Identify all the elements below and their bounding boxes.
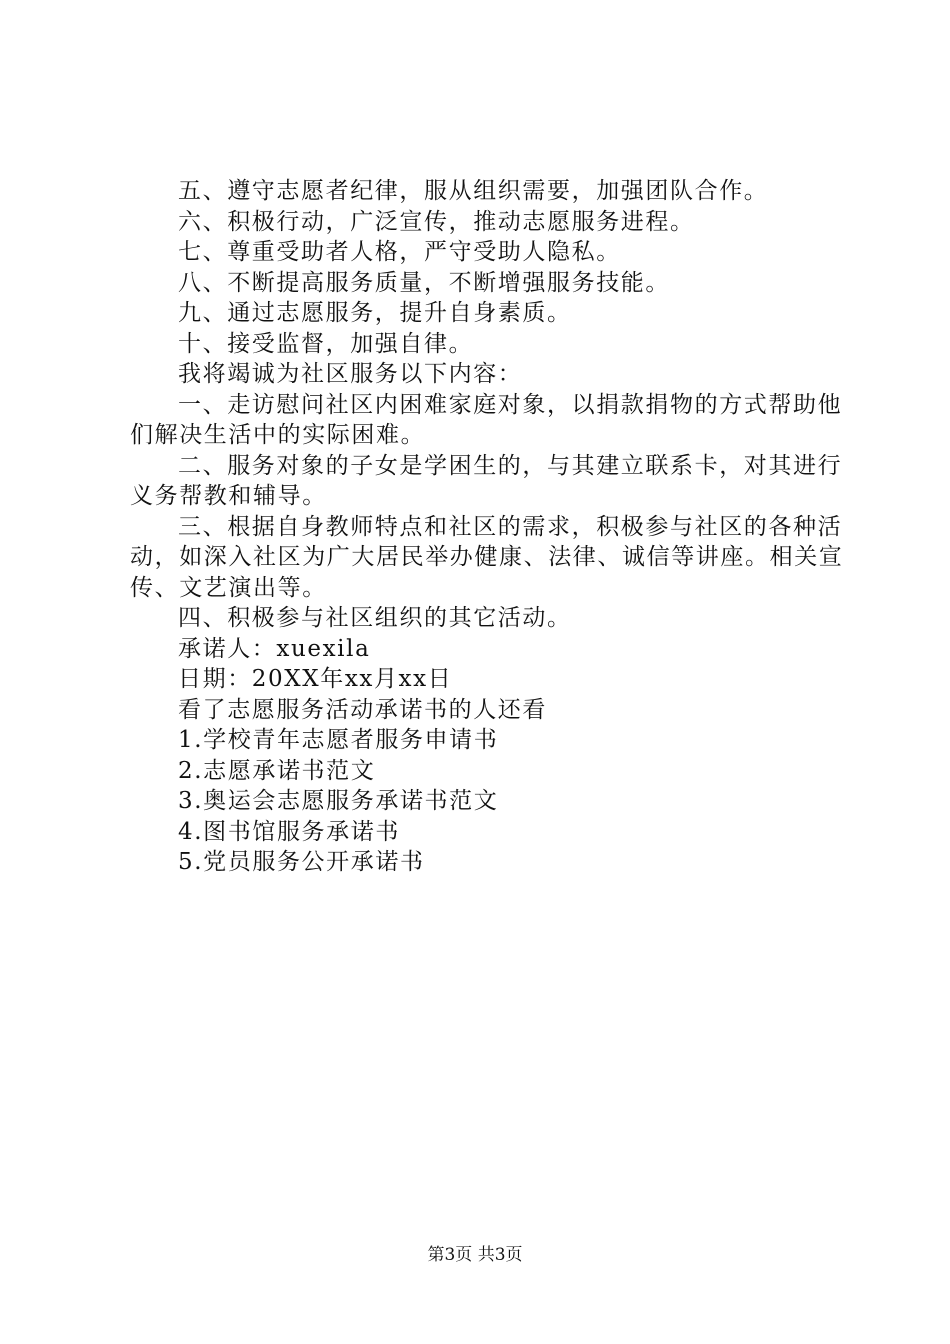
document-body <box>130 176 850 878</box>
page-number-footer: 第3页 共3页 <box>427 1245 523 1265</box>
signer-line: 承诺人：xuexila <box>178 635 371 662</box>
rule-7: 七、尊重受助者人格，严守受助人隐私。 <box>178 239 621 265</box>
service-intro: 我将竭诚为社区服务以下内容： <box>178 361 523 387</box>
rule-6: 六、积极行动，广泛宣传，推动志愿服务进程。 <box>178 208 695 235</box>
related-link-4[interactable]: 4.图书馆服务承诺书 <box>178 818 400 845</box>
service-item-3: 三、根据自身教师特点和社区的需求，积极参与社区的各种活动，如深入社区为广大居民举办健康、法律、诚信等讲座。相关宣传、文艺演出等。 <box>130 513 844 601</box>
rule-9: 九、通过志愿服务，提升自身素质。 <box>178 300 572 326</box>
rule-5: 五、遵守志愿者纪律，服从组织需要，加强团队合作。 <box>178 178 769 204</box>
related-heading: 看了志愿服务活动承诺书的人还看 <box>178 696 547 723</box>
rule-10: 十、接受监督，加强自律。 <box>178 330 474 357</box>
date-line: 日期：20XX年xx月xx日 <box>178 666 453 692</box>
service-item-1: 一、走访慰问社区内困难家庭对象，以捐款捐物的方式帮助他们解决生活中的实际困难。 <box>130 391 843 448</box>
rule-8: 八、不断提高服务质量，不断增强服务技能。 <box>178 269 670 296</box>
service-item-4: 四、积极参与社区组织的其它活动。 <box>178 605 572 631</box>
related-link-1[interactable]: 1.学校青年志愿者服务申请书 <box>178 727 499 753</box>
related-link-5[interactable]: 5.党员服务公开承诺书 <box>178 849 425 875</box>
related-link-2[interactable]: 2.志愿承诺书范文 <box>178 757 376 784</box>
related-link-3[interactable]: 3.奥运会志愿服务承诺书范文 <box>178 788 499 814</box>
service-item-2: 二、服务对象的子女是学困生的，与其建立联系卡，对其进行义务帮教和辅导。 <box>130 452 843 509</box>
